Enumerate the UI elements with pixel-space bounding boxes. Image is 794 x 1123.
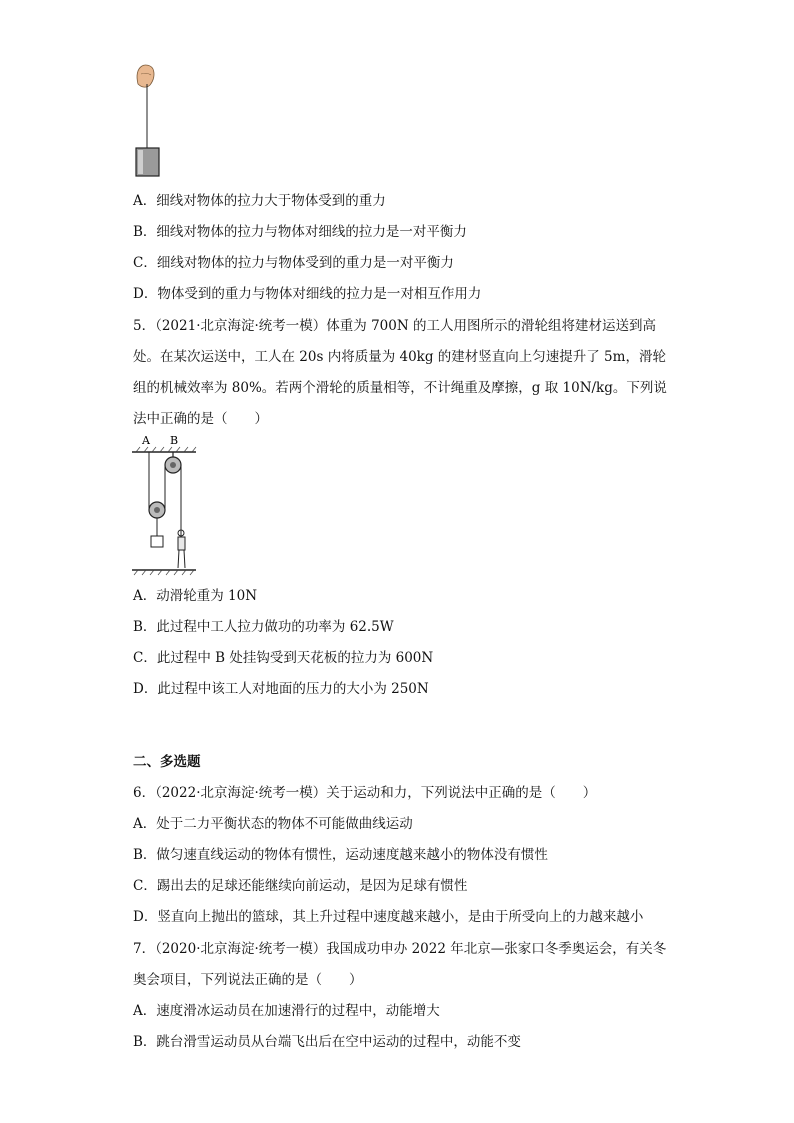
pulley-system-figure (128, 432, 200, 578)
q5-stem-line-2: 处。在某次运送中，工人在 20s 内将质量为 40kg 的建材竖直向上匀速提升了 5m，滑轮 (133, 349, 666, 365)
q7-option-a: A．速度滑冰运动员在加速滑行的过程中，动能增大 (133, 1003, 440, 1019)
q5-option-a: A．动滑轮重为 10N (133, 588, 258, 604)
q7-option-b: B．跳台滑雪运动员从台端飞出后在空中运动的过程中，动能不变 (133, 1034, 521, 1050)
q6-option-c: C．踢出去的足球还能继续向前运动，是因为足球有惯性 (133, 878, 468, 894)
q5-option-c: C．此过程中 B 处挂钩受到天花板的拉力为 600N (133, 650, 434, 666)
q7-stem-line-1: 7．（2020·北京海淀·统考一模）我国成功申办 2022 年北京—张家口冬季奥运会，有关冬 (133, 941, 667, 957)
building-material (151, 536, 163, 547)
hanging-weight-figure (128, 62, 168, 180)
q4-option-c: C．细线对物体的拉力与物体受到的重力是一对平衡力 (133, 255, 454, 271)
q5-stem-line-3: 组的机械效率为 80%。若两个滑轮的质量相等，不计绳重及摩擦，g 取 10N/kg。下列说 (133, 380, 667, 396)
q6-option-d: D．竖直向上抛出的篮球，其上升过程中速度越来越小，是由于所受向上的力越来越小 (133, 909, 644, 925)
label-a: A (142, 434, 150, 447)
hand-icon (137, 65, 154, 87)
q6-option-b: B．做匀速直线运动的物体有惯性，运动速度越来越小的物体没有惯性 (133, 847, 548, 863)
q5-stem-line-4: 法中正确的是（ ） (133, 411, 268, 427)
q6-stem: 6．（2022·北京海淀·统考一模）关于运动和力，下列说法中正确的是（ ） (133, 785, 597, 801)
q4-option-a: A．细线对物体的拉力大于物体受到的重力 (133, 193, 386, 209)
q6-option-a: A．处于二力平衡状态的物体不可能做曲线运动 (133, 816, 413, 832)
q5-stem-line-1: 5．（2021·北京海淀·统考一模）体重为 700N 的工人用图所示的滑轮组将建材运送到高 (133, 318, 656, 334)
q5-option-d: D．此过程中该工人对地面的压力的大小为 250N (133, 681, 429, 697)
q4-option-d: D．物体受到的重力与物体对细线的拉力是一对相互作用力 (133, 286, 482, 302)
q4-option-b: B．细线对物体的拉力与物体对细线的拉力是一对平衡力 (133, 224, 467, 240)
q7-stem-line-2: 奥会项目，下列说法正确的是（ ） (133, 972, 363, 988)
q5-option-b: B．此过程中工人拉力做功的功率为 62.5W (133, 619, 394, 635)
worker-figure (178, 530, 185, 568)
label-b: B (169, 434, 179, 447)
section-heading: 二、多选题 (133, 754, 201, 770)
